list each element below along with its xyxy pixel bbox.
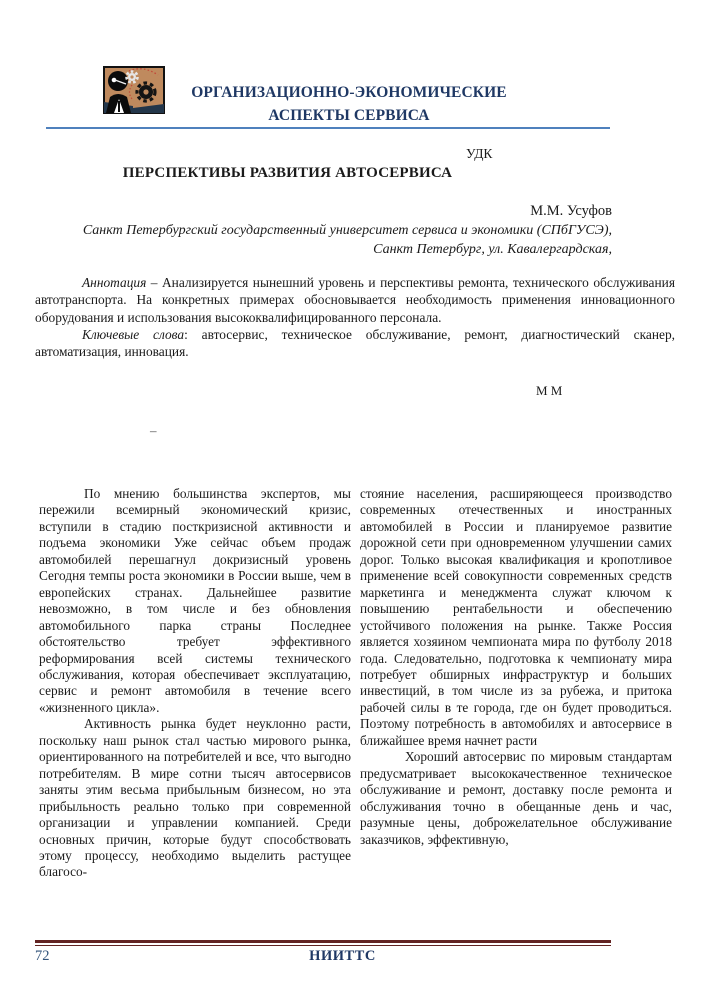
body-paragraph: По мнению большинства экспертов, мы пережили всемирный экономический кризис, вступили в стадию посткризисной активности и подъема экономики Уже сейчас объем продаж автомобилей перешагнул докризисный уровень Сегодня темпы роста экономики в России выше, чем в европейских странах. Дальнейшее развитие невозможно, в том числе и без обновления автомобильного парка страны Последнее обстоятельство требует эффективного реформирования всей системы технического обслуживания, которая обеспечивает эксплуатацию, сервис и ремонт автомобиля в течение всего «жизненного цикла». bbox=[39, 486, 351, 715]
journal-section-title-line2: АСПЕКТЫ СЕРВИСА bbox=[268, 107, 430, 124]
stray-mm-text: М М bbox=[536, 383, 563, 398]
page-number: 72 bbox=[35, 948, 50, 964]
abstract-paragraph bbox=[35, 274, 675, 326]
body-column-left bbox=[39, 486, 351, 881]
journal-logo bbox=[103, 66, 165, 114]
journal-section-title bbox=[166, 81, 532, 127]
author-block bbox=[35, 202, 612, 259]
affiliation-line2: Санкт Петербург, ул. Кавалергардская, bbox=[373, 242, 612, 257]
abstract-label: Аннотация bbox=[82, 275, 147, 290]
body-paragraph: Активность рынка будет неуклонно расти, поскольку наш рынок стал частью мирового рынка, ориентированного на потребителей и все, что выгодно потребителям. В мире сотни тысяч автосервисов заняты этим весьма прибыльным бизнесом, но эта прибыльность реально только при современной организации и управлении компанией. Среди основных причин, которые будут способствовать этому процессу, необходимо выделить растущее благосо- bbox=[39, 716, 351, 880]
header-divider bbox=[46, 127, 610, 129]
article-title: ПЕРСПЕКТИВЫ РАЗВИТИЯ АВТОСЕРВИСА bbox=[122, 165, 453, 181]
keywords-label: Ключевые слова bbox=[82, 326, 185, 342]
keywords-text: : автосервис, техническое обслуживание, ремонт, диагностический сканер, автоматизация, инновация. bbox=[35, 326, 675, 360]
affiliation-line1: Санкт Петербургский государственный университет сервиса и экономики (СПбГУСЭ), bbox=[82, 223, 612, 238]
body-paragraph: стояние населения, расширяющееся производство современных отечественных и иностранных автомобилей в России и планируемое развитие дорожной сети при одновременном улучшении самих дорог. Только высокая квалификация и кропотливое применение всей совокупности современных средств маркетинга и менеджмента служат ключом к повышению рентабельности и обеспечению устойчивого положения на рынке. Также Россия является хозяином чемпионата мира по футболу 2018 года. Следовательно, подготовка к чемпионату мира потребует обширных инфраструктур и больших инвестиций, в том числе из за рубежа, и притока рабочей силы в те города, где он будет проводиться. Поэтому потребность в автомобилях и автосервисе в ближайшее время начнет расти bbox=[360, 486, 672, 748]
abstract-block bbox=[35, 274, 675, 360]
stray-dash: – bbox=[150, 423, 157, 438]
author-name: М.М. Усуфов bbox=[530, 203, 612, 219]
footer-divider bbox=[35, 940, 611, 946]
journal-abbreviation: НИИТТС bbox=[309, 948, 376, 964]
person-with-gears-icon bbox=[103, 66, 165, 114]
body-paragraph: Хороший автосервис по мировым стандартам предусматривает высококачественное техническое обслуживание и ремонт, доставку после ремонта и обслуживания точно в обещанные день и час, разумные цены, доброжелательное обслуживание заказчиков, эффективную, bbox=[360, 749, 672, 847]
body-column-right bbox=[360, 486, 672, 848]
udk-label: УДК bbox=[466, 146, 493, 161]
keywords-paragraph bbox=[35, 326, 675, 361]
journal-section-title-line1: ОРГАНИЗАЦИОННО-ЭКОНОМИЧЕСКИЕ bbox=[191, 84, 507, 101]
abstract-text: – Анализируется нынешний уровень и перспективы ремонта, технического обслуживания автотранспорта. На конкретных примерах обосновывается необходимость применения инновационного оборудования и использования высококвалифицированного персонала. bbox=[35, 275, 675, 325]
